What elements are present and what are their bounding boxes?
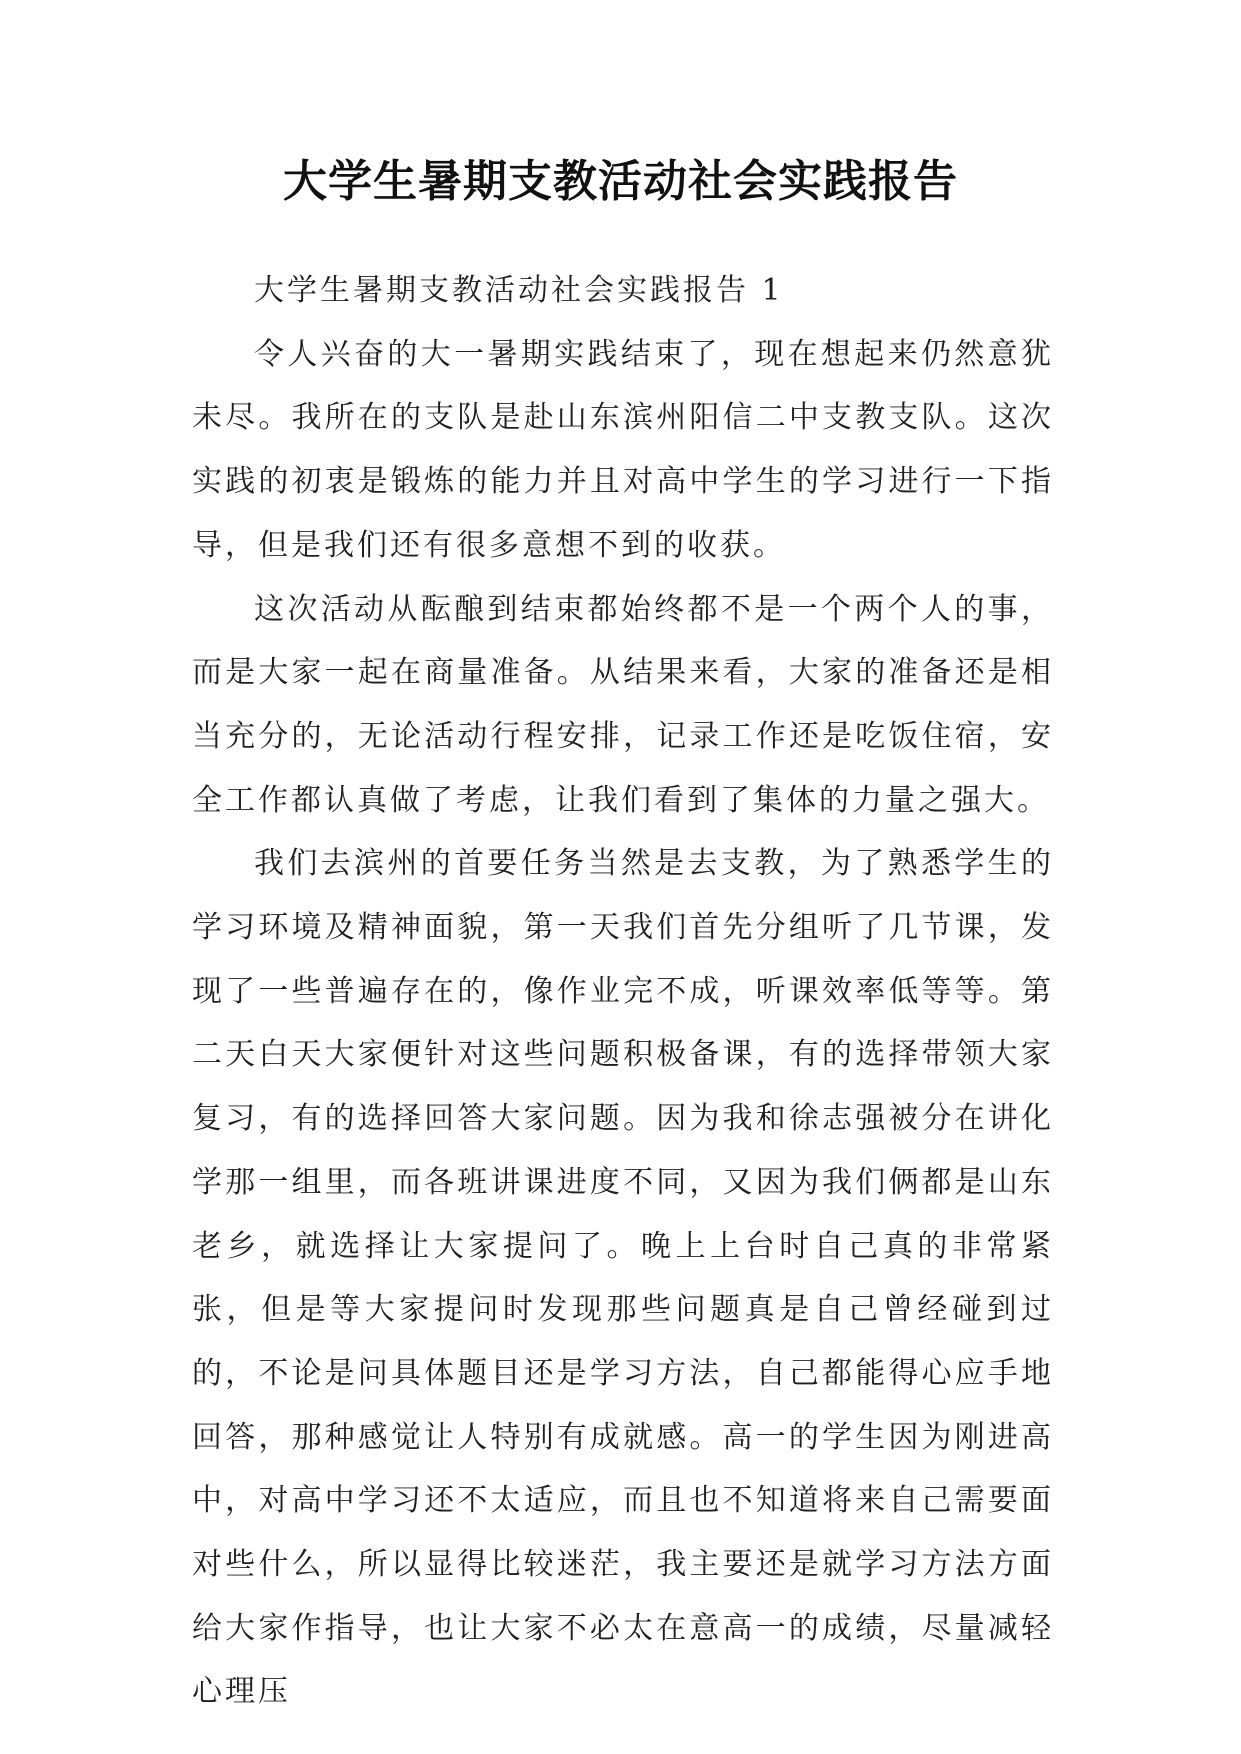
- paragraph-2: 这次活动从酝酿到结束都始终都不是一个两个人的事，而是大家一起在商量准备。从结果来看，大家的准备还是相当充分的，无论活动行程安排，记录工作还是吃饭住宿，安全工作都认真做了考虑，让我们看到了集体的力量之强大。: [192, 591, 1054, 818]
- section-heading: 大学生暑期支教活动社会实践报告 1: [254, 273, 784, 308]
- paragraph-3: 我们去滨州的首要任务当然是去支教，为了熟悉学生的学习环境及精神面貌，第一天我们首先分组听了几节课，发现了一些普遍存在的，像作业完不成，听课效率低等等。第二天白天大家便针对这些问题积极备课，有的选择带领大家复习，有的选择回答大家问题。因为我和徐志强被分在讲化学那一组里，而各班讲课进度不同，又因为我们俩都是山东老乡，就选择让大家提问了。晚上上台时自己真的非常紧张，但是等大家提问时发现那些问题真是自己曾经碰到过的，不论是问具体题目还是学习方法，自己都能得心应手地回答，那种感觉让人特别有成就感。高一的学生因为刚进高中，对高中学习还不太适应，而且也不知道将来自己需要面对些什么，所以显得比较迷茫，我主要还是就学习方法方面给大家作指导，也让大家不必太在意高一的成绩，尽量减轻心理压: [192, 846, 1054, 1710]
- document-title: 大学生暑期支教活动社会实践报告: [283, 156, 958, 207]
- document-body: [192, 259, 1054, 1724]
- paragraph-1: 令人兴奋的大一暑期实践结束了，现在想起来仍然意犹未尽。我所在的支队是赴山东滨州阳信二中支教支队。这次实践的初衷是锻炼的能力并且对高中学生的学习进行一下指导，但是我们还有很多意想不到的收获。: [192, 336, 1054, 563]
